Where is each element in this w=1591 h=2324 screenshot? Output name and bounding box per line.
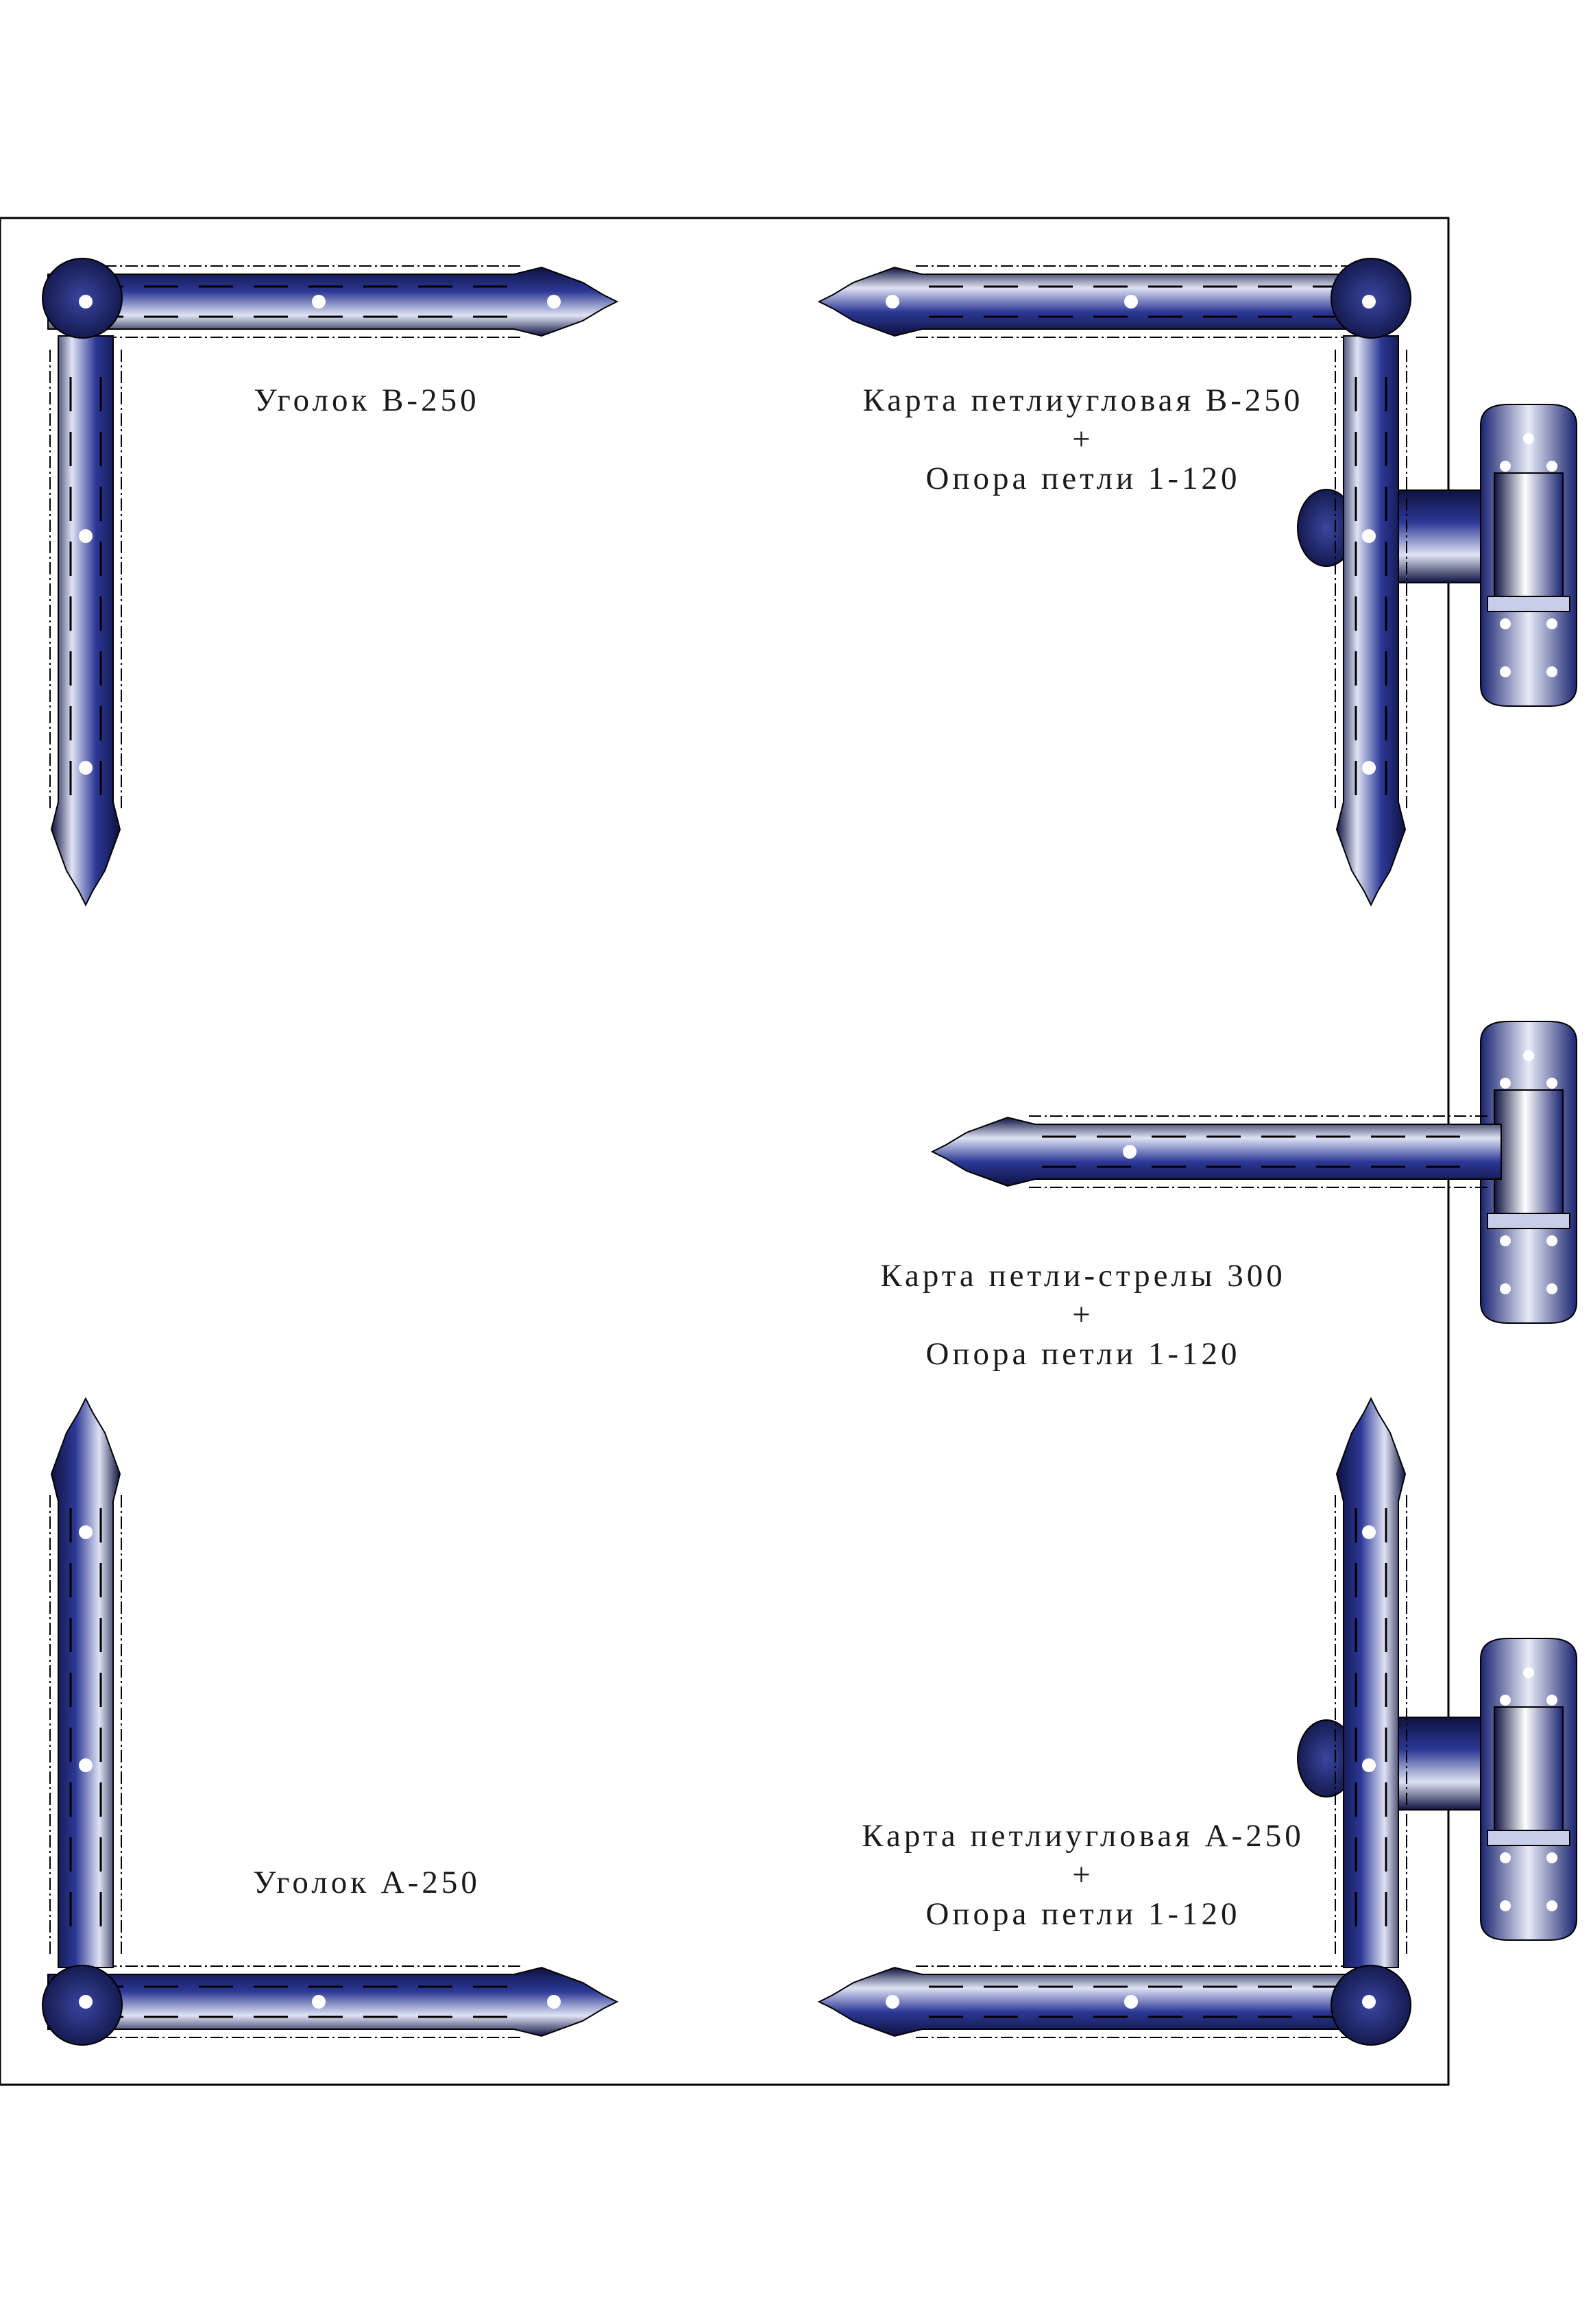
- corner-hinge-a-250: [819, 1399, 1577, 2045]
- label-arrow-hinge-300: [816, 1257, 1350, 1374]
- label-corner-b-250: [206, 381, 528, 420]
- label-arrow-hinge-300-line2: Опора петли 1-120: [925, 1336, 1241, 1372]
- label-hinge-a-250: [816, 1817, 1350, 1934]
- label-hinge-b-250: [816, 381, 1350, 498]
- label-hinge-b-250-line1: Карта петлиугловая В-250: [862, 383, 1304, 418]
- label-hinge-a-250-line1: Карта петлиугловая А-250: [862, 1818, 1304, 1854]
- corner-hinge-b-250: [819, 258, 1577, 905]
- label-hinge-b-250-line2: Опора петли 1-120: [925, 461, 1241, 496]
- corner-b-250-top-left: [42, 258, 617, 905]
- label-hinge-b-250-plus: +: [1072, 422, 1094, 457]
- corner-a-250-bottom-left: [42, 1399, 617, 2045]
- label-hinge-a-250-plus: +: [1072, 1857, 1094, 1893]
- label-corner-a-250-text: Уголок А-250: [253, 1865, 481, 1900]
- label-hinge-a-250-line2: Опора петли 1-120: [925, 1896, 1241, 1932]
- label-corner-a-250: [206, 1863, 528, 1902]
- label-arrow-hinge-300-plus: +: [1072, 1297, 1094, 1333]
- label-corner-b-250-text: Уголок В-250: [254, 383, 480, 418]
- label-arrow-hinge-300-line1: Карта петли-стрелы 300: [880, 1258, 1286, 1294]
